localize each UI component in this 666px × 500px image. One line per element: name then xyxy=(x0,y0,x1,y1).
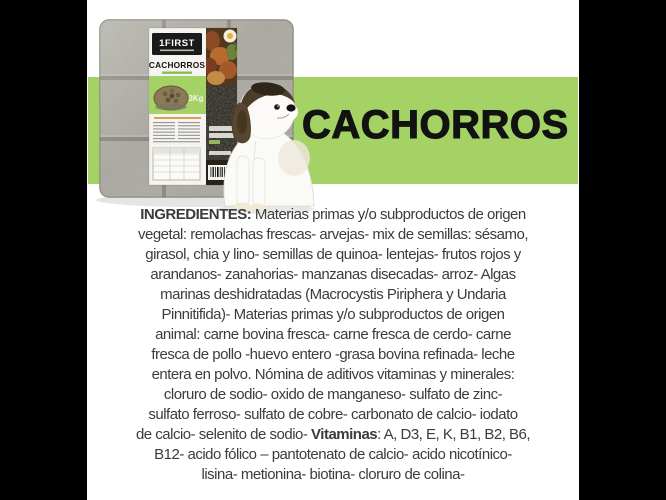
ingredients-line: fresca de pollo -huevo entero -grasa bovina refinada- leche xyxy=(151,346,515,363)
banner-title: CACHORROS xyxy=(302,103,569,147)
kibble-bowl-image xyxy=(154,86,188,110)
brand-logo-text: 1FIRST xyxy=(159,38,195,49)
ingredients-line: cloruro de sodio- oxido de manganeso- sulfato de zinc- xyxy=(163,386,503,403)
label-title-text: CACHORROS xyxy=(148,60,206,70)
brand-tagline-line xyxy=(160,50,194,52)
ingredients-line: entera en polvo. Nómina de aditivos vitaminas y minerales: xyxy=(151,366,515,383)
ingredients-line: sulfato ferroso- sulfato de cobre- carbonato de calcio- iodato xyxy=(148,406,518,423)
left-frame-bar xyxy=(0,0,87,500)
puppy-eye xyxy=(274,104,280,110)
ingredients-line: animal: carne bovina fresca- carne fresca de cerdo- carne xyxy=(155,326,511,343)
feeding-table xyxy=(153,148,200,180)
ingredients-line: lisina- metionina- biotina- cloruro de colina- xyxy=(201,466,465,483)
right-frame-bar xyxy=(579,0,666,500)
puppy-front-leg xyxy=(253,158,265,207)
ingredients-line: girasol, chia y lino- semillas de quinoa- lentejas- frutos rojos y xyxy=(145,246,521,263)
label-subtitle-line xyxy=(162,72,192,74)
ingredients-line: vegetal: remolachas frescas- arvejas- mix de semillas: sésamo, xyxy=(138,226,528,243)
ingredients-paragraph xyxy=(87,205,579,485)
ingredients-line: Pinnitifida)- Materias primas y/o subproductos de origen xyxy=(161,306,505,323)
weight-text: 3Kg xyxy=(188,94,204,103)
ingredients-line: marinas deshidratadas (Macrocystis Piriphera y Undaria xyxy=(160,286,506,303)
puppy-nose xyxy=(286,104,295,111)
ingredients-line: INGREDIENTES: Materias primas y/o subproductos de origen xyxy=(140,206,526,223)
ingredients-line: de calcio- selenito de sodio- Vitaminas: A, D3, E, K, B1, B2, B6, xyxy=(135,426,531,443)
bag-label xyxy=(149,28,238,185)
ingredients-line: arandanos- zanahorias- manzanas disecadas- arroz- Algas xyxy=(150,266,516,283)
product-photo xyxy=(88,8,328,218)
ingredients-line: B12- acido fólico – pantotenato de calcio- acido nicotínico- xyxy=(154,446,512,463)
food-collage-image xyxy=(203,28,238,86)
puppy-front-leg xyxy=(237,156,249,206)
